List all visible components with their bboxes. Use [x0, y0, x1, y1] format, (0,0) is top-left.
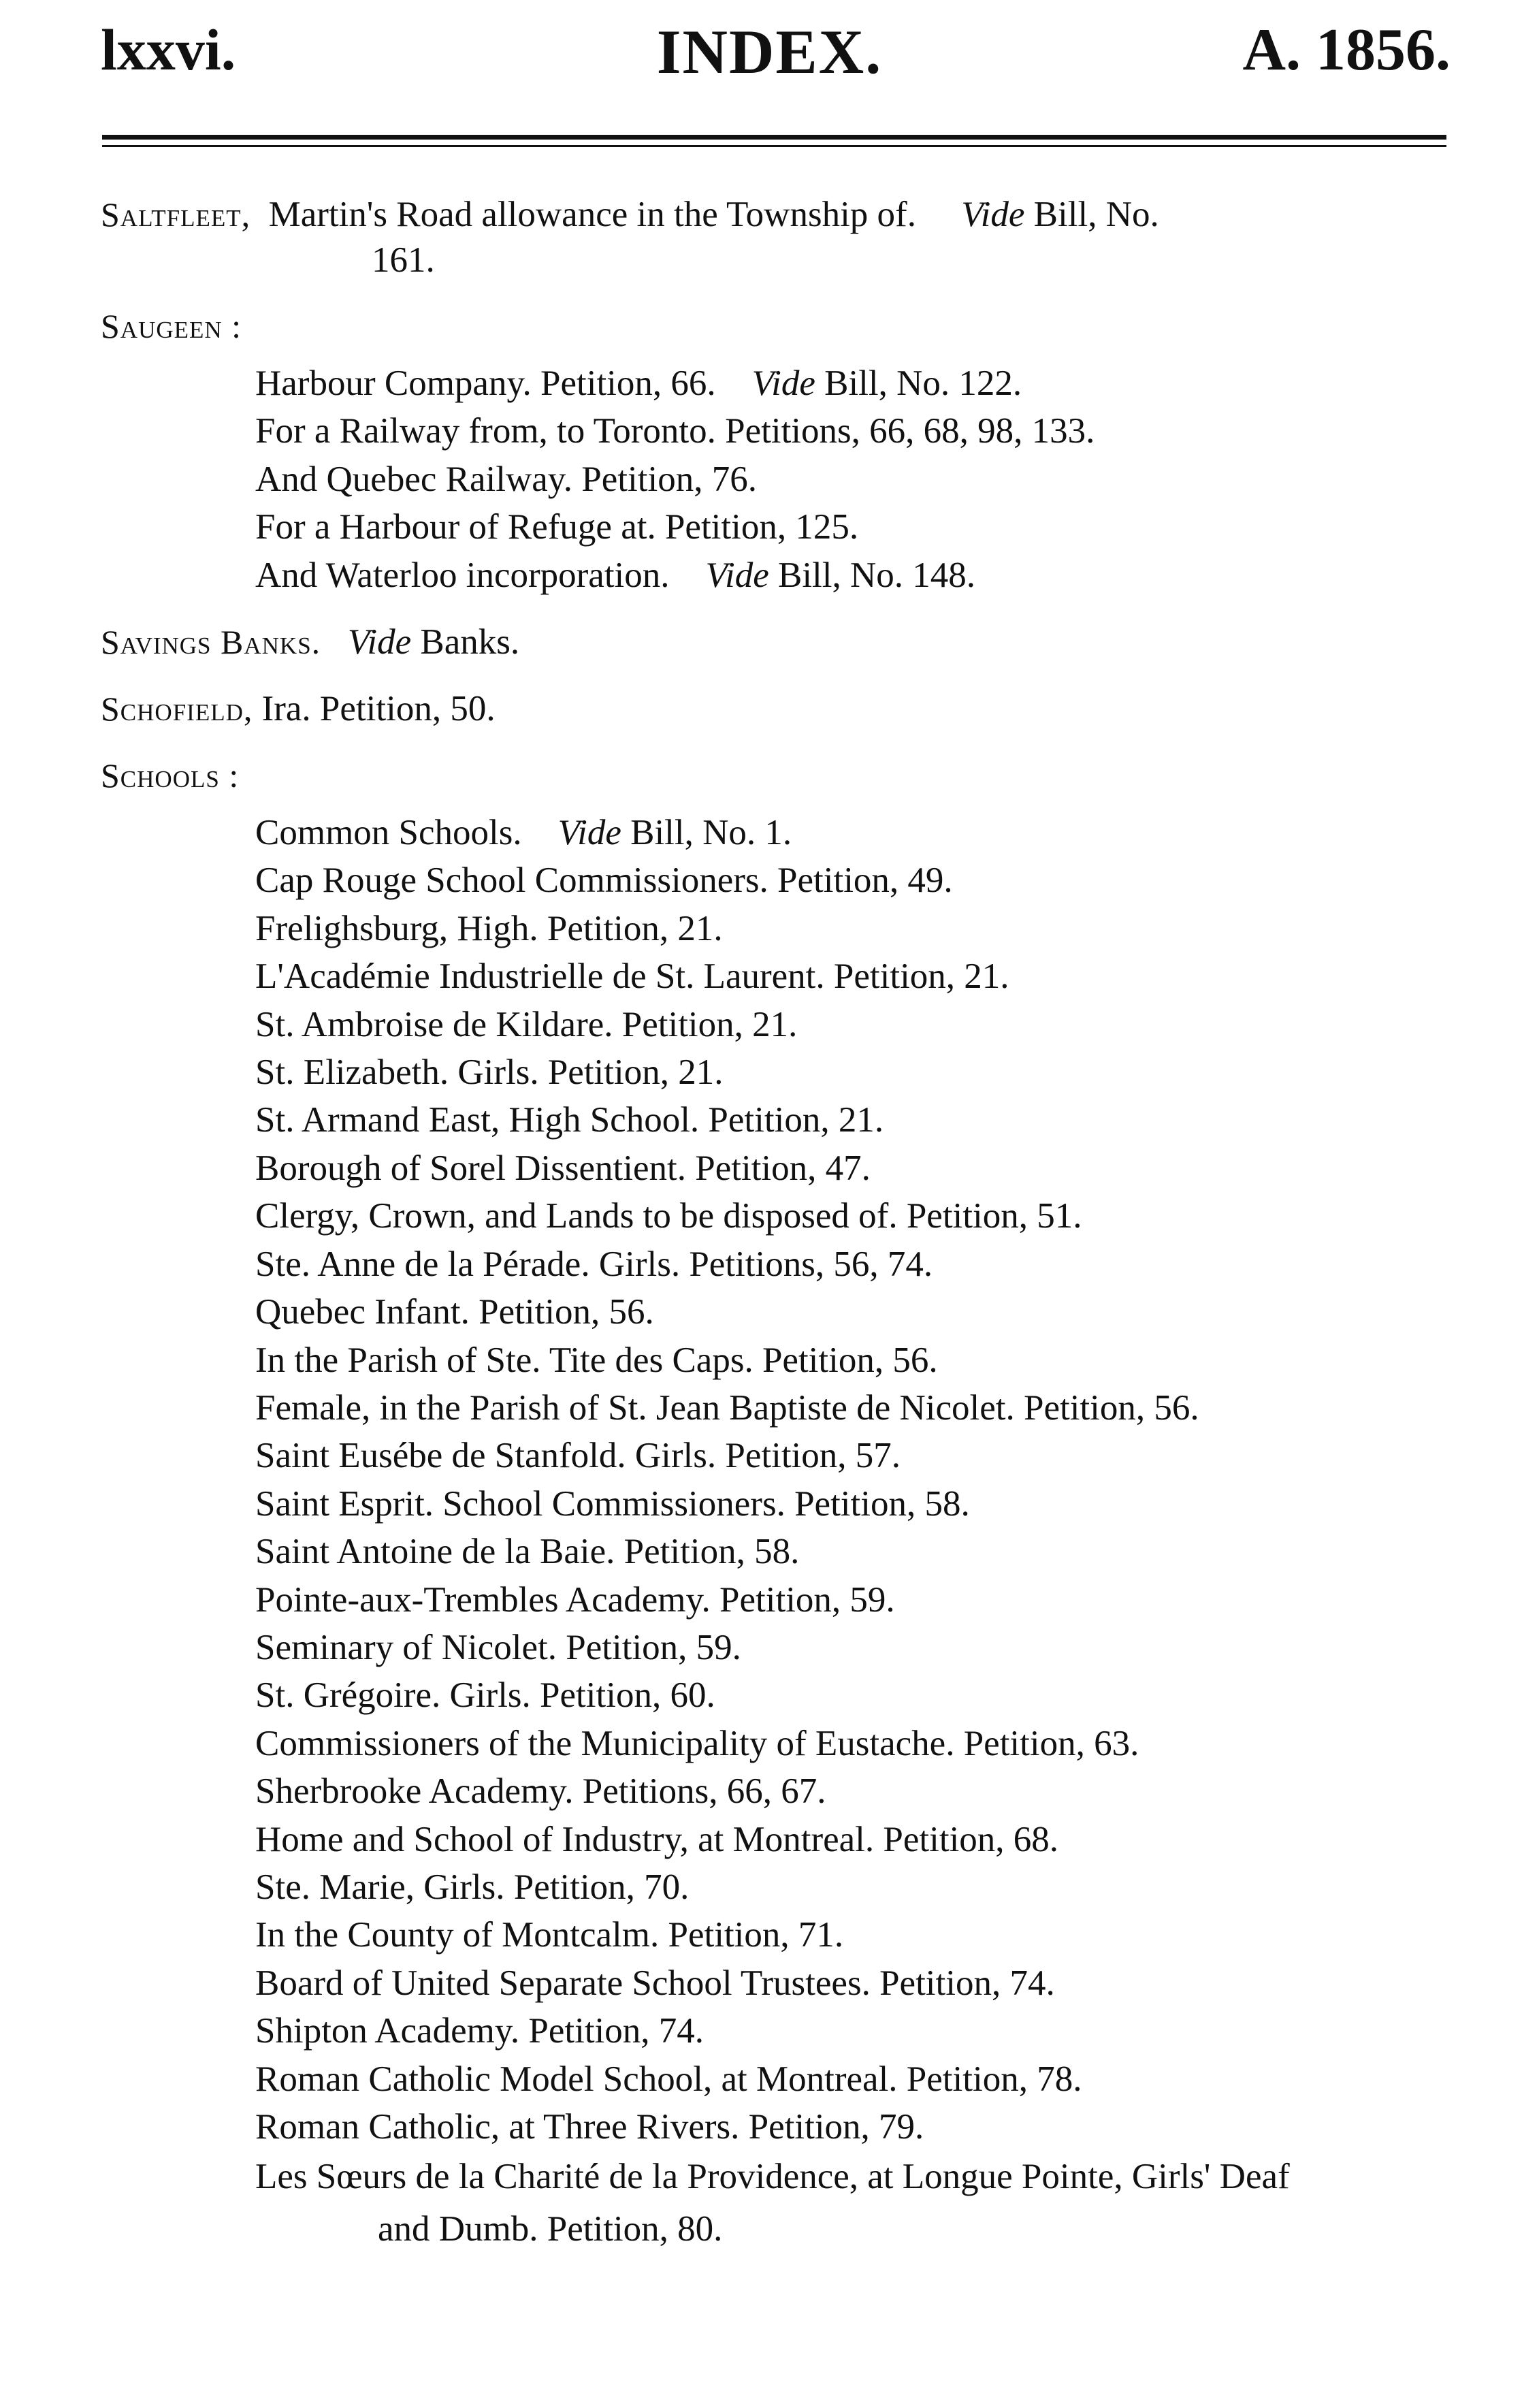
subentry-text: Harbour Company. Petition, 66. [255, 364, 716, 403]
subentry [255, 809, 1455, 856]
subentry-text: Common Schools. [255, 813, 522, 853]
subentry: Shipton Academy. Petition, 74. [255, 2011, 704, 2051]
subentry: Seminary of Nicolet. Petition, 59. [255, 1627, 741, 1667]
schools-subentries [101, 809, 1455, 2256]
index-entry-savings-banks [101, 618, 1455, 666]
subentry: Frelighsburg, High. Petition, 21. [255, 908, 723, 948]
subentry: In the Parish of Ste. Tite des Caps. Petition, 56. [255, 1340, 938, 1380]
subentry: Saint Esprit. School Commissioners. Petition, 58. [255, 1483, 970, 1524]
subentry [255, 551, 1455, 599]
subentry: L'Académie Industrielle de St. Laurent. Petition, 21. [255, 957, 1009, 997]
subentry: Roman Catholic Model School, at Montreal. Petition, 78. [255, 2059, 1082, 2099]
entry-text: Martin's Road allowance in the Township of. [268, 195, 916, 234]
entry-heading: Schofield, [101, 690, 253, 728]
vide-label: Vide [961, 195, 1025, 234]
subentry-reference: Bill, No. 122. [824, 364, 1022, 403]
subentry: Ste. Anne de la Pérade. Girls. Petitions, 56, 74. [255, 1244, 933, 1284]
page-number: lxxvi. [101, 17, 236, 82]
subentry: Clergy, Crown, and Lands to be disposed of. Petition, 51. [255, 1196, 1082, 1236]
subentry [255, 359, 1455, 407]
subentry: St. Ambroise de Kildare. Petition, 21. [255, 1004, 798, 1044]
subentry: Home and School of Industry, at Montreal. Petition, 68. [255, 1819, 1059, 1859]
year-label: A. 1856. [1242, 17, 1451, 83]
subentry: Pointe-aux-Trembles Academy. Petition, 59. [255, 1579, 895, 1620]
subentry: Female, in the Parish of St. Jean Baptiste de Nicolet. Petition, 56. [255, 1387, 1199, 1428]
subentry: Commissioners of the Municipality of Eustache. Petition, 63. [255, 1723, 1139, 1763]
subentry-text: Les Sœurs de la Charité de la Providence, at Longue Pointe, Girls' Deaf [255, 2157, 1290, 2197]
subentry-text: And Waterloo incorporation. [255, 555, 670, 595]
vide-label: Vide [557, 813, 621, 853]
subentry: St. Elizabeth. Girls. Petition, 21. [255, 1053, 724, 1093]
subentry: And Quebec Railway. Petition, 76. [255, 459, 757, 499]
subentry-reference: Bill, No. 1. [630, 813, 792, 853]
subentry: St. Grégoire. Girls. Petition, 60. [255, 1675, 715, 1716]
index-content [101, 191, 1455, 2256]
header-rule-thin [102, 145, 1446, 147]
subentry [255, 2151, 1455, 2256]
index-entry-schofield [101, 685, 1455, 733]
entry-continuation: 161. [372, 240, 435, 280]
subentry: Roman Catholic, at Three Rivers. Petition, 79. [255, 2107, 924, 2147]
vide-label: Vide [751, 364, 815, 403]
index-entry-saugeen [101, 302, 1455, 350]
entry-heading: Schools : [101, 756, 240, 795]
index-entry-schools [101, 752, 1455, 799]
vide-label: Vide [347, 622, 412, 662]
subentry: Borough of Sorel Dissentient. Petition, 47. [255, 1148, 871, 1188]
index-entry-saltfleet [101, 191, 1455, 282]
entry-reference: Ira. Petition, 50. [261, 689, 496, 729]
subentry: Ste. Marie, Girls. Petition, 70. [255, 1867, 690, 1907]
subentry: In the County of Montcalm. Petition, 71. [255, 1915, 844, 1955]
subentry: Board of United Separate School Trustees. Petition, 74. [255, 1963, 1055, 2003]
vide-label: Vide [705, 555, 769, 595]
subentry: Sherbrooke Academy. Petitions, 66, 67. [255, 1771, 826, 1812]
subentry: Quebec Infant. Petition, 56. [255, 1292, 654, 1332]
subentry: Saint Antoine de la Baie. Petition, 58. [255, 1532, 800, 1572]
subentry: Saint Eusébe de Stanfold. Girls. Petition, 57. [255, 1436, 901, 1476]
entry-reference: Bill, No. [1033, 195, 1159, 234]
page-title: INDEX. [656, 17, 883, 86]
entry-heading: Savings Banks. [101, 623, 321, 662]
header-rule-thick [102, 135, 1446, 140]
subentry: Cap Rouge School Commissioners. Petition, 49. [255, 861, 953, 901]
entry-reference: Banks. [420, 622, 520, 662]
subentry-continuation: and Dumb. Petition, 80. [378, 2209, 723, 2249]
subentry: St. Armand East, High School. Petition, 21. [255, 1100, 884, 1140]
saugeen-subentries [101, 359, 1455, 599]
subentry: For a Railway from, to Toronto. Petitions, 66, 68, 98, 133. [255, 411, 1095, 451]
entry-heading: Saltfleet, [101, 195, 251, 234]
subentry: For a Harbour of Refuge at. Petition, 125. [255, 507, 859, 547]
entry-heading: Saugeen : [101, 307, 242, 345]
subentry-reference: Bill, No. 148. [777, 555, 976, 595]
